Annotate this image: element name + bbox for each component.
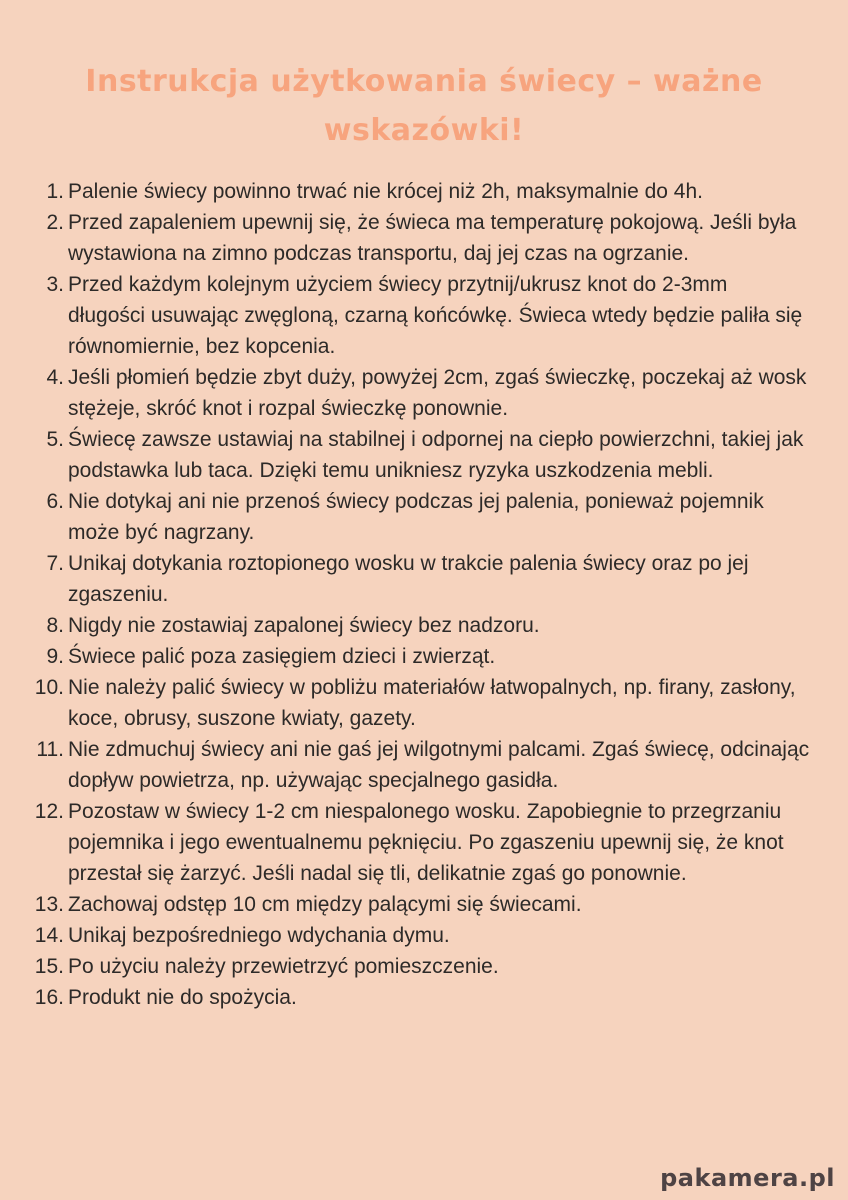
item-number: 11. — [36, 738, 64, 761]
item-number: 16. — [34, 986, 64, 1009]
item-text: Nie zdmuchuj świecy ani nie gaś jej wilgotnymi palcami. Zgaś świecę, odcinając dopływ powietrza, np. używając specjalnego gasidła. — [68, 738, 810, 792]
instruction-item — [30, 548, 810, 610]
item-number: 12. — [34, 800, 64, 823]
item-number: 6. — [46, 490, 64, 513]
item-number: 3. — [46, 273, 64, 296]
instruction-item — [30, 796, 810, 889]
instruction-item — [30, 920, 810, 951]
item-number: 15. — [34, 955, 64, 978]
item-text: Nigdy nie zostawiaj zapalonej świecy bez nadzoru. — [68, 614, 540, 637]
instruction-item — [30, 641, 810, 672]
item-number: 13. — [34, 893, 64, 916]
item-text: Nie dotykaj ani nie przenoś świecy podczas jej palenia, ponieważ pojemnik może być nagrzany. — [68, 490, 764, 544]
item-text: Jeśli płomień będzie zbyt duży, powyżej 2cm, zgaś świeczkę, poczekaj aż wosk stężeje, skróć knot i rozpal świeczkę ponownie. — [68, 366, 807, 420]
instruction-item — [30, 207, 810, 269]
item-text: Produkt nie do spożycia. — [68, 986, 297, 1009]
instruction-item — [30, 486, 810, 548]
item-number: 5. — [46, 428, 64, 451]
item-number: 9. — [46, 645, 64, 668]
instruction-item — [30, 951, 810, 982]
item-text: Pozostaw w świecy 1-2 cm niespalonego wosku. Zapobiegnie to przegrzaniu pojemnika i jego ewentualnemu pęknięciu. Po zgaszeniu upewnij się, że knot przestał się żarzyć. Jeśli nadal się tli, delikatnie zgaś go ponownie. — [68, 800, 784, 885]
item-text: Palenie świecy powinno trwać nie krócej niż 2h, maksymalnie do 4h. — [68, 180, 703, 203]
instruction-item — [30, 362, 810, 424]
item-number: 14. — [34, 924, 64, 947]
item-text: Przed zapaleniem upewnij się, że świeca ma temperaturę pokojową. Jeśli była wystawiona na zimno podczas transportu, daj jej czas na ogrzanie. — [68, 211, 797, 265]
item-text: Unikaj bezpośredniego wdychania dymu. — [68, 924, 450, 947]
item-number: 2. — [46, 211, 64, 234]
instruction-item — [30, 889, 810, 920]
item-number: 7. — [46, 552, 64, 575]
instruction-item — [30, 672, 810, 734]
item-text: Nie należy palić świecy w pobliżu materiałów łatwopalnych, np. firany, zasłony, koce, obrusy, suszone kwiaty, gazety. — [68, 676, 796, 730]
instructions-list — [30, 176, 810, 1013]
item-text: Świece palić poza zasięgiem dzieci i zwierząt. — [68, 645, 496, 668]
instruction-item — [30, 424, 810, 486]
item-number: 4. — [46, 366, 64, 389]
page-title: Instrukcja użytkowania świecy – ważne wskazówki! — [85, 64, 763, 148]
instruction-item — [30, 610, 810, 641]
item-number: 8. — [46, 614, 64, 637]
item-text: Świecę zawsze ustawiaj na stabilnej i odpornej na ciepło powierzchni, takiej jak podstawka lub taca. Dzięki temu unikniesz ryzyka uszkodzenia mebli. — [68, 428, 804, 482]
instruction-item — [30, 176, 810, 207]
item-number: 1. — [46, 180, 64, 203]
item-text: Przed każdym kolejnym użyciem świecy przytnij/ukrusz knot do 2-3mm długości usuwając zwęgloną, czarną końcówkę. Świeca wtedy będzie paliła się równomiernie, bez kopcenia. — [68, 273, 803, 358]
pakamera-logo: pakamera.pl — [660, 1164, 835, 1192]
item-text: Unikaj dotykania roztopionego wosku w trakcie palenia świecy oraz po jej zgaszeniu. — [68, 552, 749, 606]
instruction-item — [30, 982, 810, 1013]
item-text: Zachowaj odstęp 10 cm między palącymi się świecami. — [68, 893, 582, 916]
instruction-item — [30, 269, 810, 362]
item-number: 10. — [34, 676, 64, 699]
instruction-item — [30, 734, 810, 796]
item-text: Po użyciu należy przewietrzyć pomieszczenie. — [68, 955, 499, 978]
